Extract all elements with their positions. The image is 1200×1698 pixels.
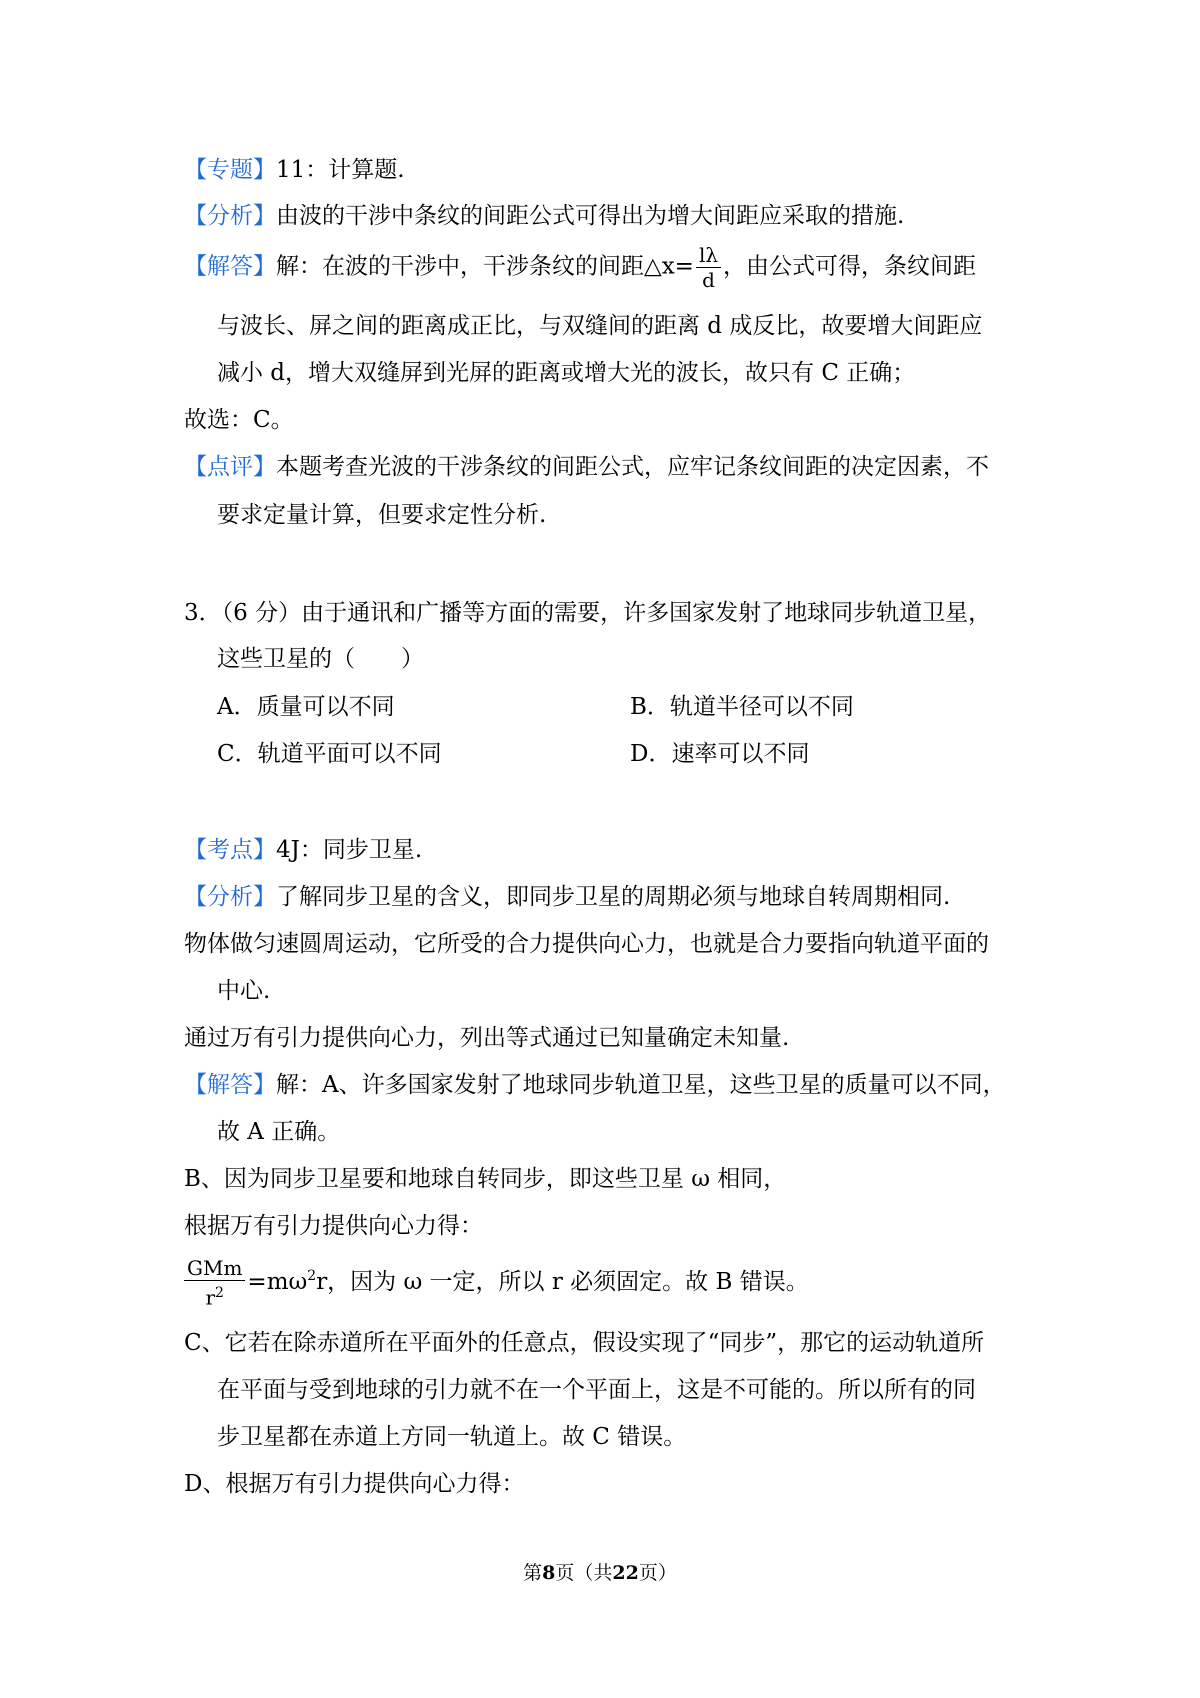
comment-line-2: 要求定量计算，但要求定性分析. — [217, 502, 547, 528]
footer-suffix: 页） — [638, 1562, 677, 1584]
gravitation-denominator — [184, 1281, 245, 1310]
comment-tag: 【点评】 — [184, 454, 276, 480]
comment-text: 本题考查光波的干涉条纹的间距公式，应牢记条纹间距的决定因素，不 — [276, 454, 989, 480]
solution3-line-7: 在平面与受到地球的引力就不在一个平面上，这是不可能的。所以所有的同 — [217, 1377, 976, 1403]
option-c: C．轨道平面可以不同 — [217, 741, 442, 767]
solution-line-2: 与波长、屏之间的距离成正比，与双缝间的距离 d 成反比，故要增大间距应 — [217, 313, 983, 339]
comment-line — [184, 452, 989, 482]
solution3-line-2: 故 A 正确。 — [217, 1119, 341, 1145]
point-line — [184, 835, 422, 865]
solution3-line-6: C、它若在除赤道所在平面外的任意点，假设实现了“同步”，那它的运动轨道所 — [184, 1330, 985, 1356]
solution3-tag: 【解答】 — [184, 1072, 276, 1098]
footer-prefix: 第 — [523, 1562, 543, 1584]
solution3-text: 解：A、许多国家发射了地球同步轨道卫星，这些卫星的质量可以不同， — [276, 1072, 1006, 1098]
fraction-denominator: d — [702, 268, 715, 292]
option-d: D．速率可以不同 — [630, 741, 810, 767]
option-a: A．质量可以不同 — [217, 694, 395, 720]
analysis-tag: 【分析】 — [184, 203, 276, 229]
option-b: B．轨道半径可以不同 — [630, 694, 854, 720]
solution-line — [184, 243, 976, 292]
analysis3-line-4: 通过万有引力提供向心力，列出等式通过已知量确定未知量. — [184, 1025, 790, 1051]
solution3-line-8: 步卫星都在赤道上方同一轨道上。故 C 错误。 — [217, 1424, 687, 1450]
denominator-exponent: 2 — [215, 1285, 224, 1301]
topic-text: 11：计算题. — [276, 157, 405, 183]
solution-pre: 解：在波的干涉中，干涉条纹的间距△x= — [276, 253, 694, 280]
gravitation-numerator: GMm — [184, 1256, 245, 1281]
omega-exponent: 2 — [307, 1268, 317, 1285]
point-tag: 【考点】 — [184, 837, 276, 863]
question3-stem-2: 这些卫星的（ ） — [217, 646, 424, 672]
formula-mid: =mω — [247, 1268, 308, 1295]
gravitation-fraction — [184, 1256, 245, 1310]
solution3-line-3: B、因为同步卫星要和地球自转同步，即这些卫星 ω 相同， — [184, 1166, 787, 1192]
analysis3-tag: 【分析】 — [184, 884, 276, 910]
analysis3-line-2: 物体做匀速圆周运动，它所受的合力提供向心力，也就是合力要指向轨道平面的 — [184, 931, 989, 957]
topic-line — [184, 155, 405, 185]
solution-post: ，由公式可得，条纹间距 — [723, 253, 977, 280]
solution-tag: 【解答】 — [184, 253, 276, 280]
footer-total-pages: 22 — [612, 1562, 639, 1584]
analysis3-line — [184, 882, 950, 912]
solution3-line — [184, 1070, 1006, 1100]
gravitation-formula-line — [184, 1256, 809, 1310]
solution3-line-4: 根据万有引力提供向心力得： — [184, 1213, 483, 1239]
question3-stem: 3．（6 分）由于通讯和广播等方面的需要，许多国家发射了地球同步轨道卫星， — [184, 600, 992, 626]
analysis3-line-3: 中心. — [217, 978, 271, 1004]
choice-line: 故选：C。 — [184, 407, 294, 433]
analysis-line — [184, 201, 904, 231]
page-footer — [0, 1558, 1200, 1585]
fraction-numerator: lλ — [696, 243, 721, 268]
solution-line-3: 减小 d，增大双缝屏到光屏的距离或增大光的波长，故只有 C 正确； — [217, 360, 916, 386]
topic-tag: 【专题】 — [184, 157, 276, 183]
footer-middle: 页（共 — [555, 1562, 613, 1584]
fringe-spacing-fraction — [696, 243, 721, 292]
point-text: 4J：同步卫星. — [276, 837, 423, 863]
formula-post: r，因为 ω 一定，所以 r 必须固定。故 B 错误。 — [316, 1268, 809, 1295]
footer-page-number: 8 — [542, 1562, 556, 1584]
denominator-base: r — [205, 1285, 216, 1310]
solution3-line-9: D、根据万有引力提供向心力得： — [184, 1471, 525, 1497]
analysis-text: 由波的干涉中条纹的间距公式可得出为增大间距应采取的措施. — [276, 203, 905, 229]
analysis3-text: 了解同步卫星的含义，即同步卫星的周期必须与地球自转周期相同. — [276, 884, 951, 910]
